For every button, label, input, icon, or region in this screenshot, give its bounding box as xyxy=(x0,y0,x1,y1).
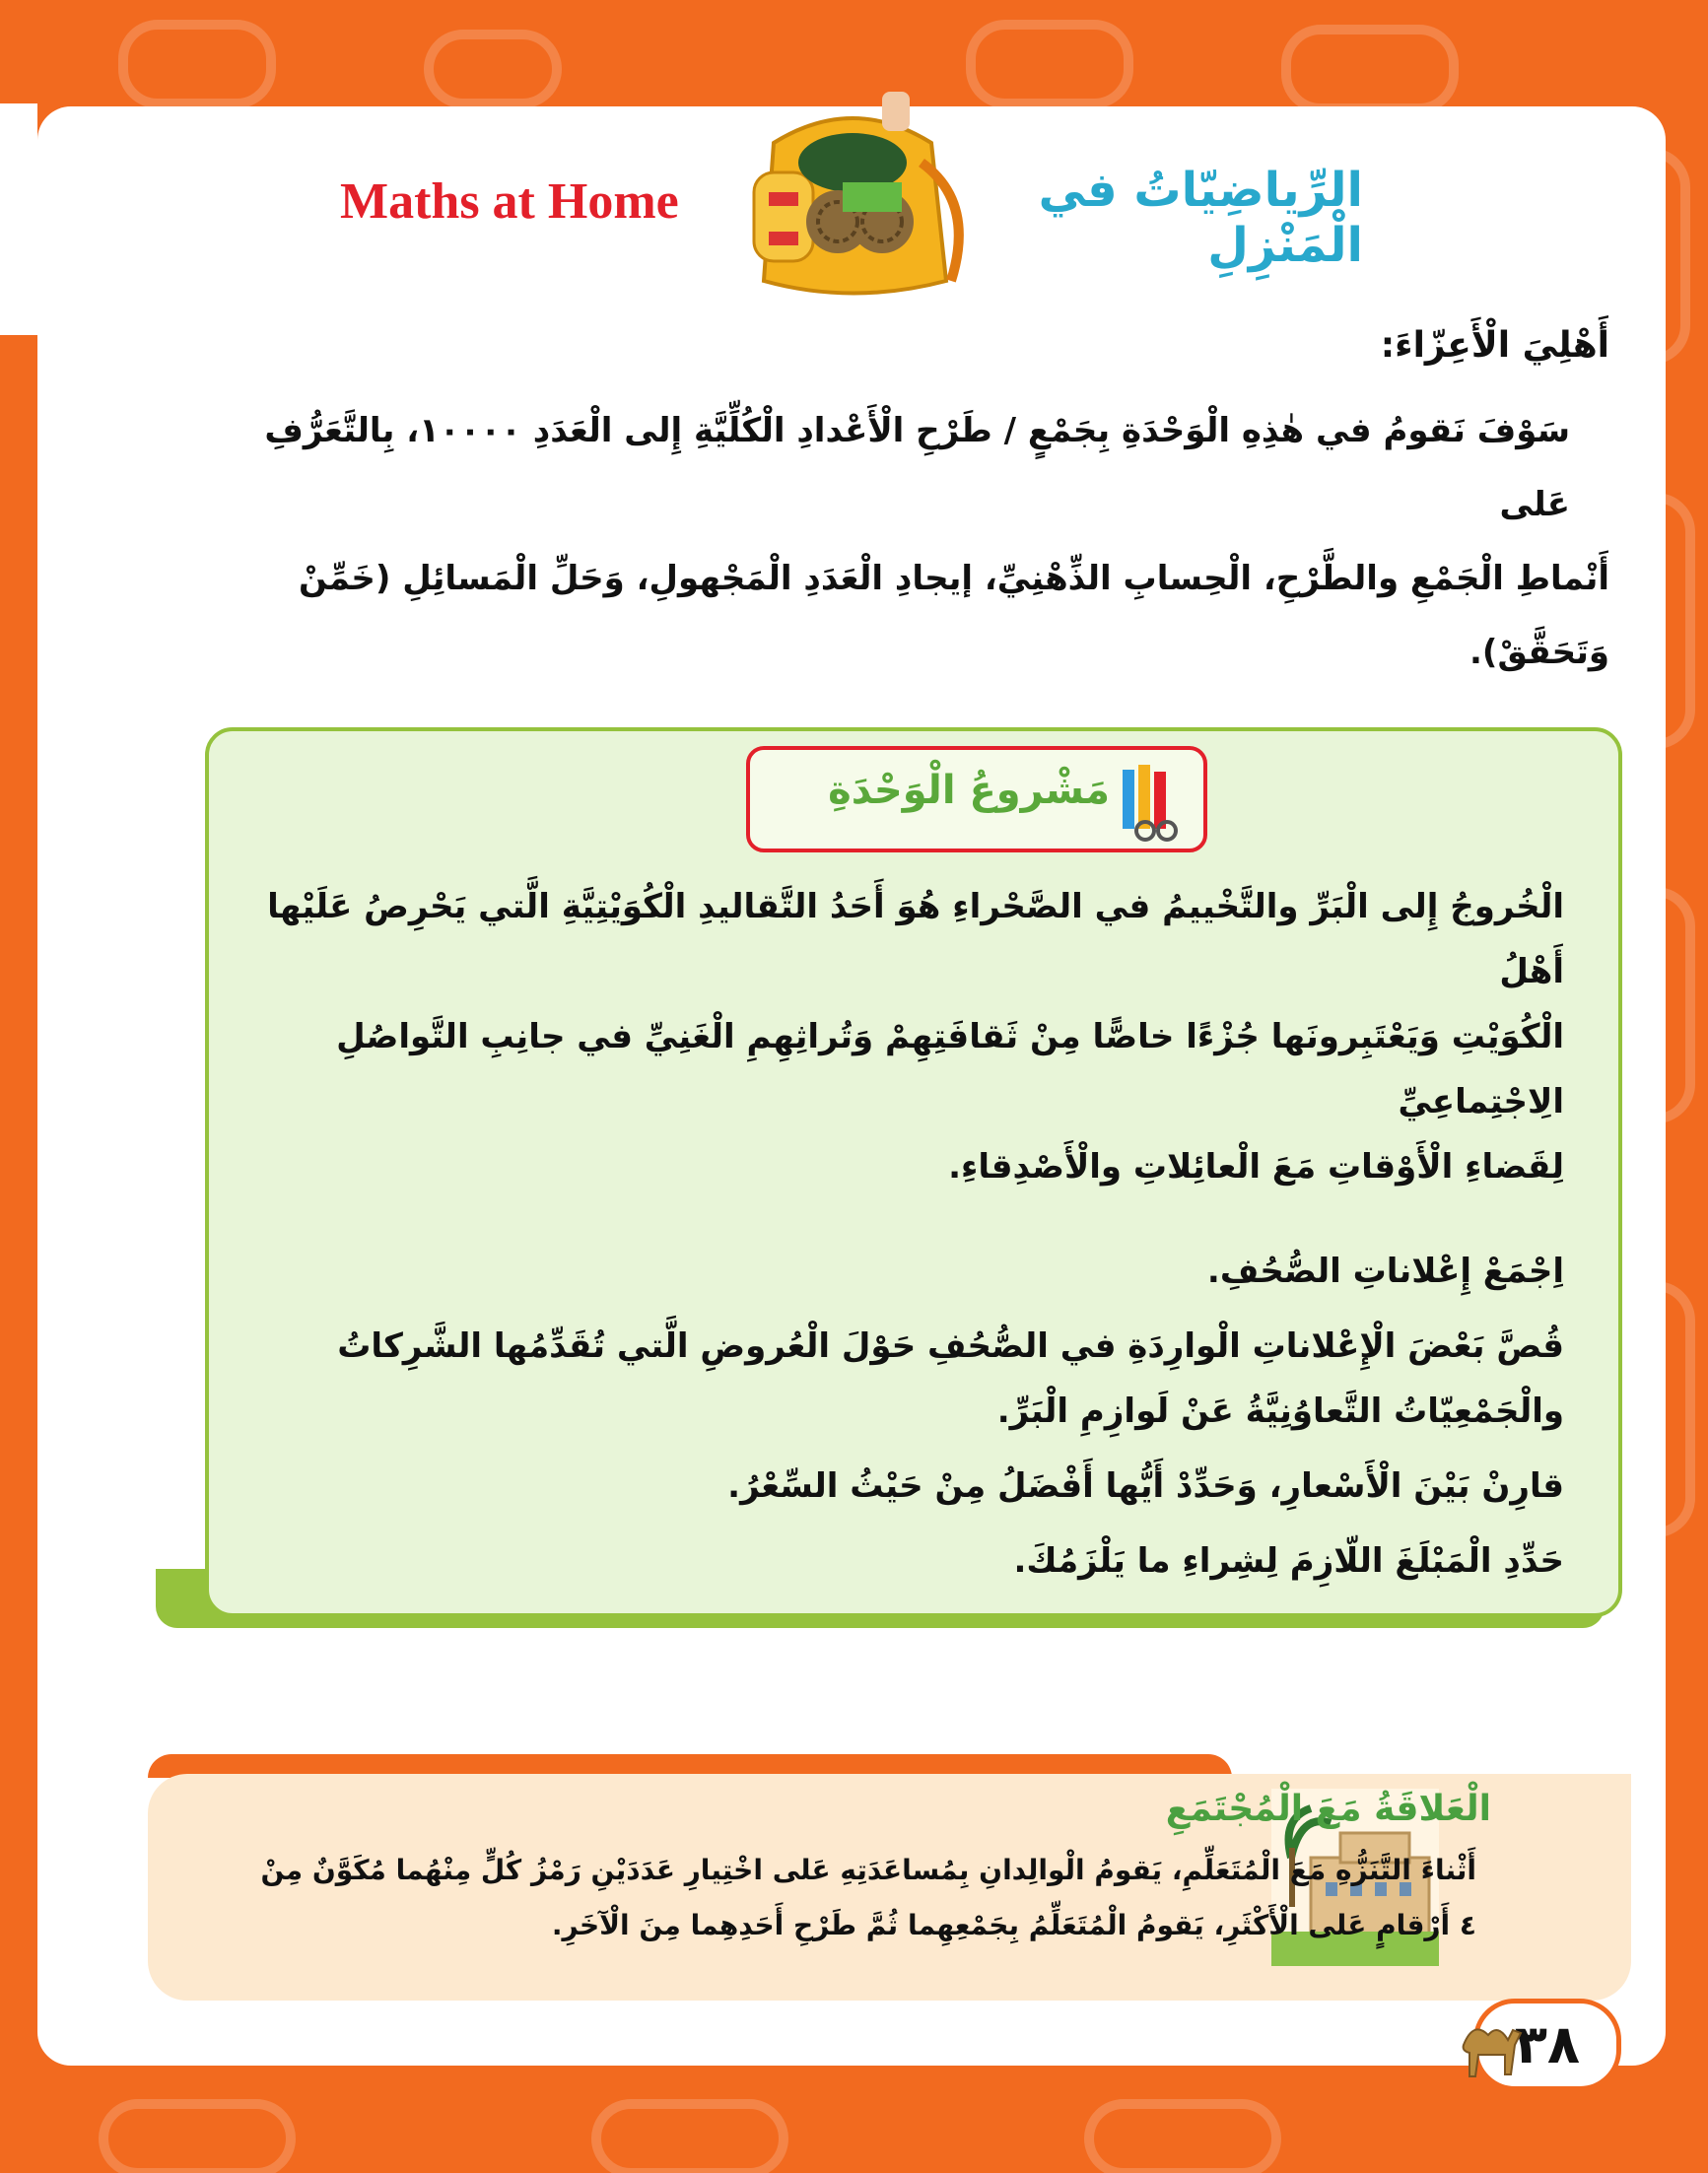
intro-paragraph xyxy=(200,394,1609,690)
project-card xyxy=(205,727,1622,1617)
project-step-2-line-2: والْجَمْعِيّاتُ التَّعاوُنِيَّةُ عَنْ لَوازِمِ الْبَرِّ. xyxy=(996,1392,1564,1431)
camel-icon xyxy=(1454,2005,1523,2084)
page-title-arabic: الرِّياضِيّاتُ في الْمَنْزِلِ xyxy=(1038,163,1363,273)
project-paragraph-line-1: الْخُروجُ إِلى الْبَرِّ والتَّخْييمُ في الصَّحْراءِ هُوَ أَحَدُ التَّقاليدِ الْكُوَيْتِيَّةِ الَّتي يَحْرِصُ عَلَيْها أَهْلُ xyxy=(267,887,1564,991)
project-text xyxy=(263,874,1564,1594)
left-margin-strip xyxy=(0,103,37,335)
community-line-2: ٤ أَرْقامٍ عَلى الْأَكْثَرِ، يَقومُ الْمُتَعَلِّمُ بِجَمْعِهِما ثُمَّ طَرْحِ أَحَدِهِما مِنَ الْآخَرِ. xyxy=(551,1909,1476,1941)
project-paragraph-line-2: الْكُوَيْتِ وَيَعْتَبِرونَها جُزْءًا خاصًّا مِنْ ثَقافَتِهِمْ وَتُراثِهِمِ الْغَنِيِّ في جانِبِ التَّواصُلِ الِاجْتِماعِيِّ xyxy=(336,1017,1564,1121)
pencils-icon xyxy=(1113,760,1192,844)
project-step-1: اِجْمَعْ إِعْلاناتِ الصُّحُفِ. xyxy=(1206,1252,1564,1291)
page-title-english: Maths at Home xyxy=(340,173,679,230)
intro-line-1: سَوْفَ نَقومُ في هٰذِهِ الْوَحْدَةِ بِجَمْعٍ / طَرْحِ الْأَعْدادِ الْكُلِّيَّةِ إِلى الْعَدَدِ ١٠٠٠٠، بِالتَّعَرُّفِ عَلى xyxy=(264,411,1570,524)
page-number: ٣٨ xyxy=(1473,1999,1621,2091)
intro-line-2: أَنْماطِ الْجَمْعِ والطَّرْحِ، الْحِسابِ الذِّهْنِيِّ، إيجادِ الْعَدَدِ الْمَجْهولِ، وَحَلِّ الْمَسائِلِ (خَمِّنْ وَتَحَقَّقْ). xyxy=(299,559,1609,672)
community-title: الْعَلاقَةُ مَعَ الْمُجْتَمَعِ xyxy=(1165,1789,1491,1829)
backpack-icon xyxy=(734,84,981,310)
community-text xyxy=(166,1843,1476,1953)
project-badge xyxy=(746,746,1207,852)
project-title: مَشْروعُ الْوَحْدَةِ xyxy=(828,768,1110,813)
project-step-3: قارِنْ بَيْنَ الْأَسْعارِ، وَحَدِّدْ أَيُّها أَفْضَلُ مِنْ حَيْثُ السِّعْرُ. xyxy=(727,1466,1564,1506)
project-step-4: حَدِّدِ الْمَبْلَغَ اللّازِمَ لِشِراءِ ما يَلْزَمُكَ. xyxy=(1013,1541,1564,1581)
greeting: أَهْلِيَ الْأَعِزّاءَ: xyxy=(1380,325,1609,366)
community-line-1: أَثْناءَ التَّنَزُّهِ مَعَ الْمُتَعَلِّمِ، يَقومُ الْوالِدانِ بِمُساعَدَتِهِ عَلى اخْتِيارِ عَدَدَيْنِ رَمْزُ كُلٍّ مِنْهُما مُكَوَّنٌ مِنْ xyxy=(260,1854,1476,1886)
project-step-2-line-1: قُصَّ بَعْضَ الْإِعْلاناتِ الْوارِدَةِ في الصُّحُفِ حَوْلَ الْعُروضِ الَّتي تُقَدِّمُها الشَّرِكاتُ xyxy=(337,1326,1564,1366)
project-paragraph-line-3: لِقَضاءِ الْأَوْقاتِ مَعَ الْعائِلاتِ والْأَصْدِقاءِ. xyxy=(948,1147,1564,1187)
